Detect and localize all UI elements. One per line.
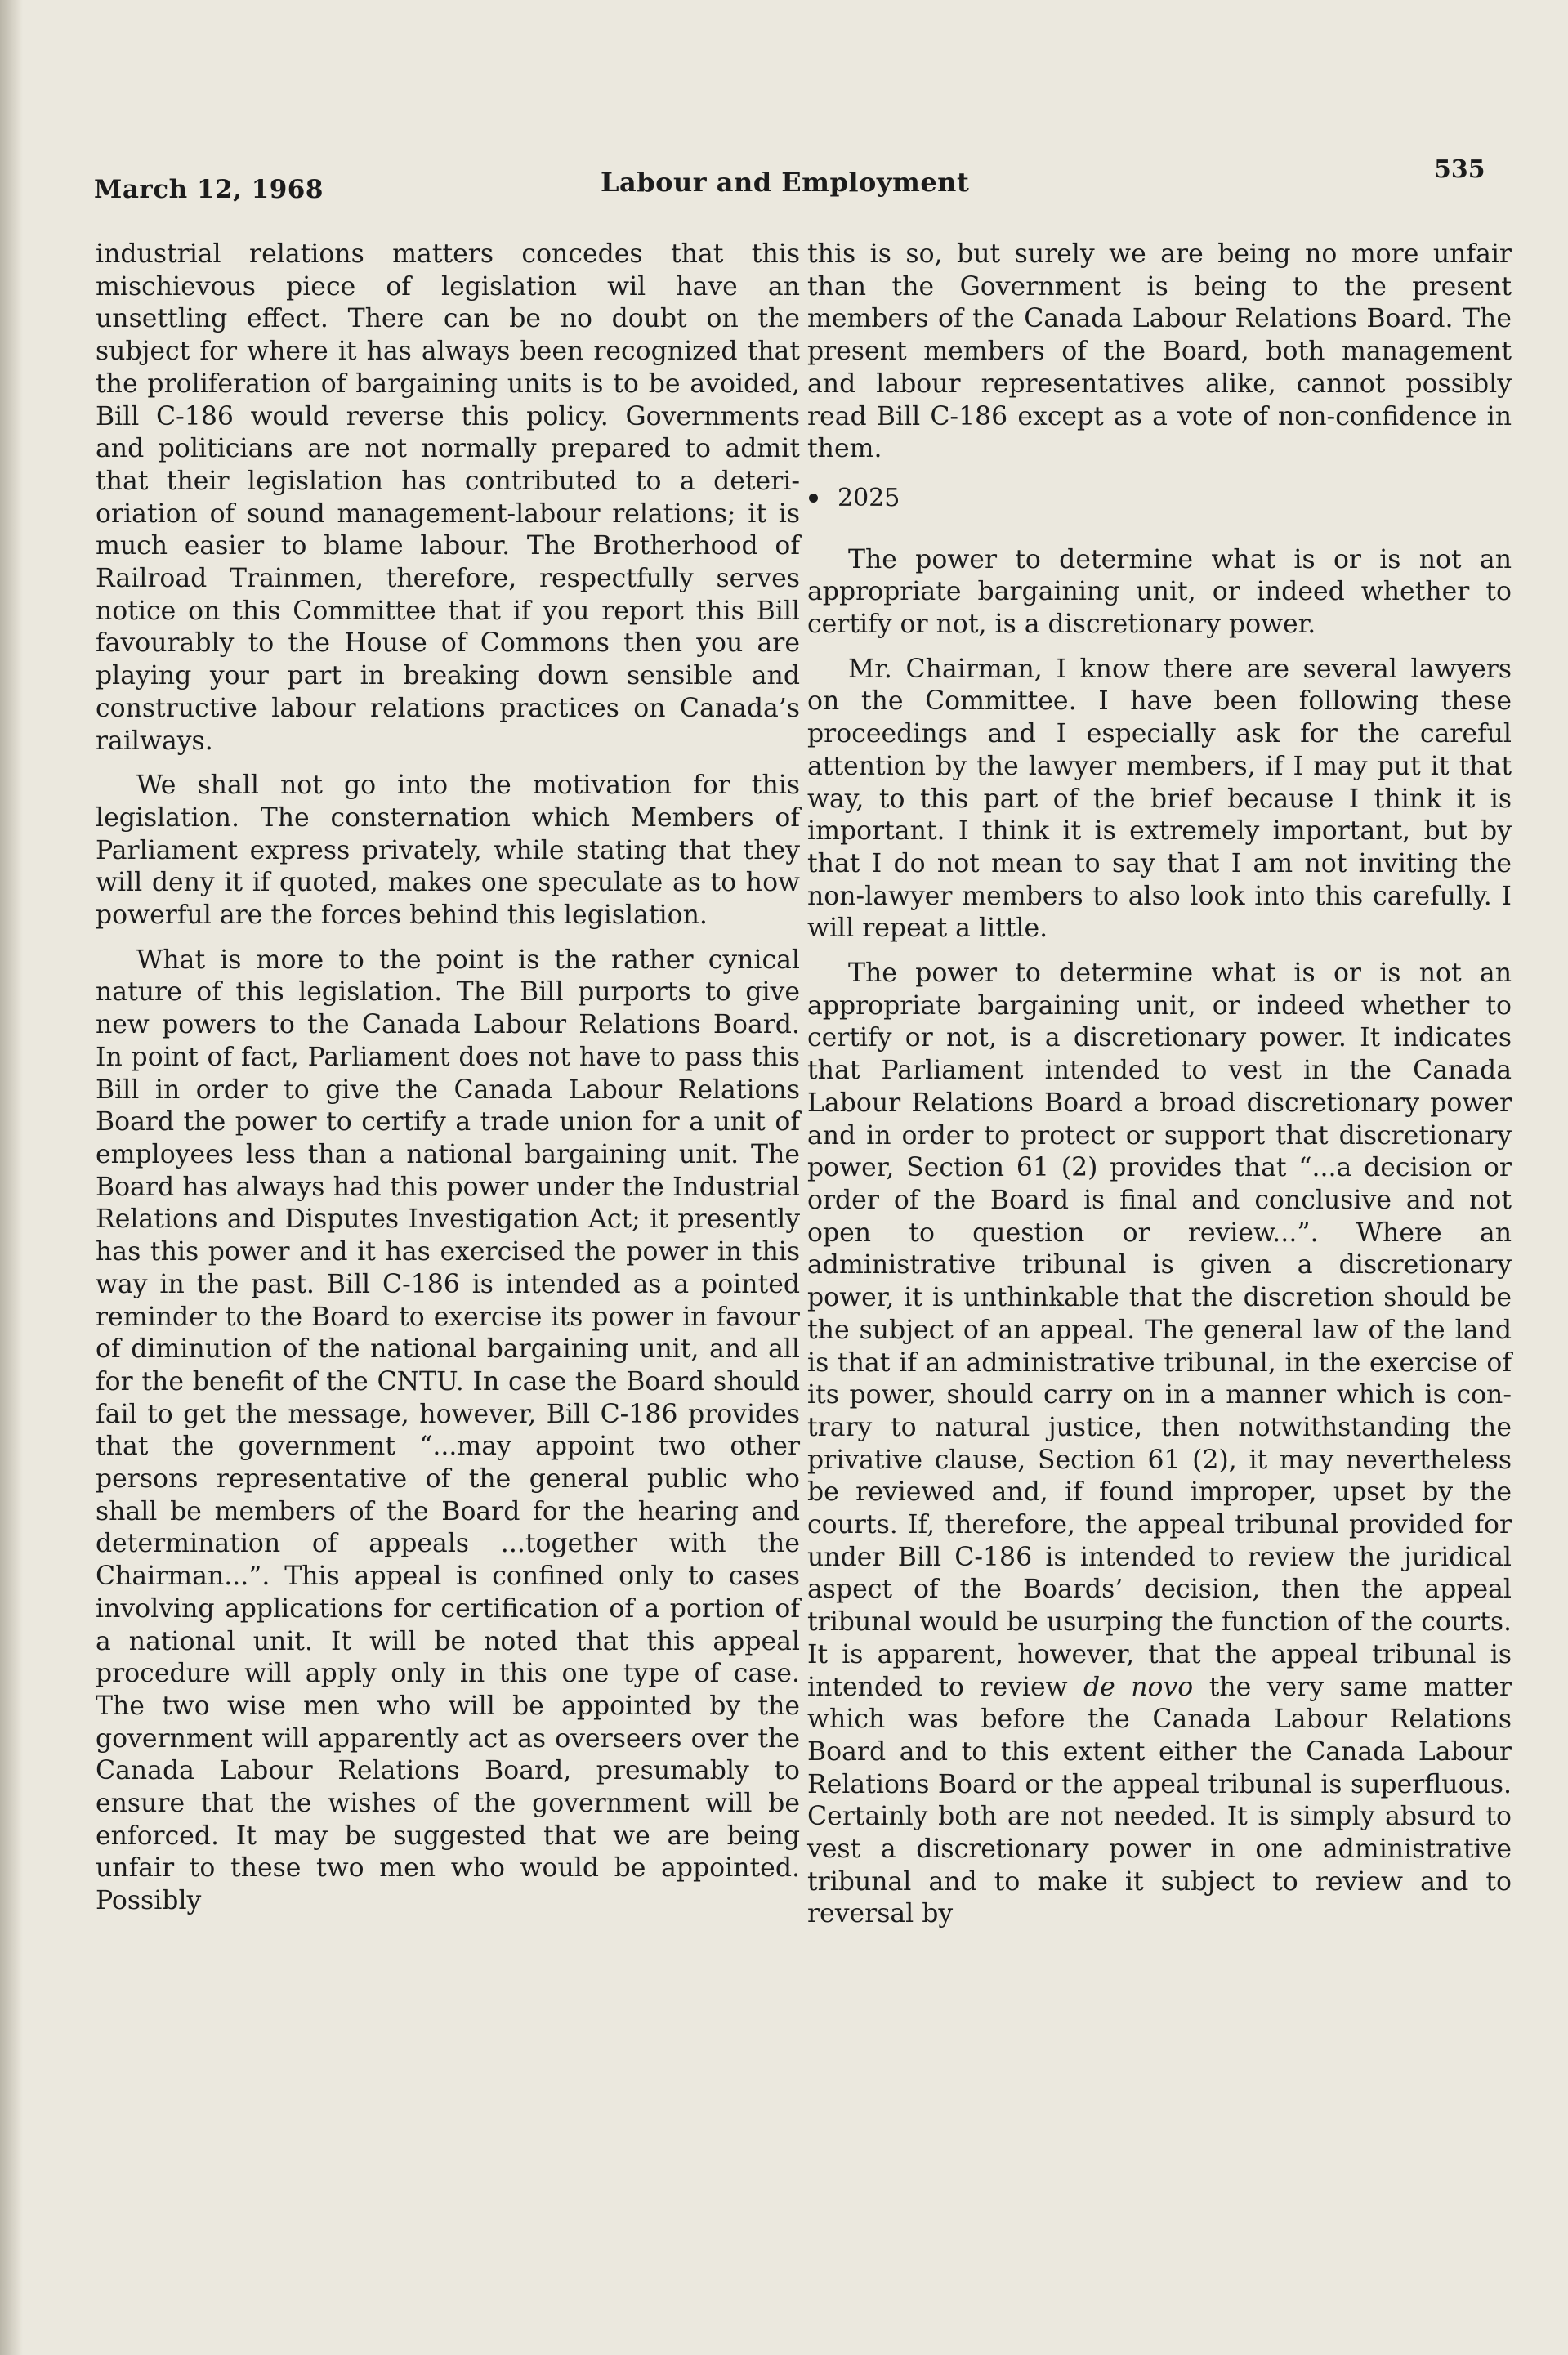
paragraph: The power to determine what is or is not an appropriate bargaining unit, or indeed whether to certify or not, is a discretionary power. [807,544,1512,640]
time-marker [807,482,1512,515]
page-number: 535 [1434,155,1485,184]
paragraph [807,958,1512,1931]
paragraph: What is more to the point is the rather cynical nature of this legislation. The Bill purports to give new powers to the Canada Labour Relations Board. In point of fact, Parliament does not have to pass this Bill in order to give the Canada Labour Relations Board the power to certify a trade union for a unit of employees less than a national bargaining unit. The Board has always had this power under the Industrial Relations and Disputes Investigation Act; it presently has this power and it has exercised the power in this way in the past. Bill C-186 is intended as a pointed reminder to the Board to exercise its power in favour of diminution of the national bargaining unit, and all for the benefit of the CNTU. In case the Board should fail to get the message, however, Bill C-186 provides that the government “...may appoint two other persons representative of the general public who shall be members of the Board for the hearing and determination of appeals ...together with the Chairman...”. This appeal is confined only to cases involving applications for certification of a portion of a national unit. It will be noted that this appeal procedure will apply only in this one type of case. The two wise men who will be appointed by the government will apparently act as overseers over the Canada Labour Relations Board, presumably to ensure that the wishes of the government will be enforced. It may be suggested that we are being unfair to these two men who would be appointed. Possibly [96,945,800,1916]
italic-phrase: de novo [1083,1672,1194,1702]
running-head [94,155,1483,204]
binding-shadow [0,0,23,2355]
header-title: Labour and Employment [601,167,970,198]
paragraph-text: the very same matter which was before the Canada Labour Relations Board and to this extent either the Canada Labour Relations Board or the appeal tribunal is superfluous. Certainly both are not needed. It is simply absurd to vest a discretionary power in one administrative tribunal and to make it subject to review and to reversal by [807,1672,1512,1929]
paragraph: this is so, but surely we are being no more unfair than the Government is being to the present members of the Canada Labour Relations Board. The present members of the Board, both management and labour representatives alike, cannot possibly read Bill C-186 except as a vote of non-confidence in them. [807,239,1512,464]
right-column [807,239,1512,1943]
header-date: March 12, 1968 [94,175,324,204]
bullet-icon [809,494,818,503]
paragraph-text: The power to determine what is or is not an appropriate bargaining unit, or indeed whether to certify or not, is a discretionary power. It indicates that Parliament intended to vest in the Canada Labour Relations Board a broad discretionary power and in order to protect or support that discretionary power, Section 61 (2) provides that “...a decision or order of the Board is final and conclusive and not open to question or review...”. Where an administrative tribunal is given a discretionary power, it is unthinkable that the discretion should be the subject of an appeal. The general law of the land is that if an administrative tribunal, in the exercise of its power, should carry on in a manner which is contrary to natural justice, then notwithstanding the privative clause, Section 61 (2), it may nevertheless be reviewed and, if found improper, upset by the courts. If, therefore, the appeal tribunal provided for under Bill C-186 is intended to review the juridical aspect of the Boards’ decision, then the appeal tribunal would be usurping the function of the courts. It is apparent, however, that the appeal tribunal is intended to review [807,959,1512,1702]
time-marker-label: 2025 [838,483,900,512]
left-column [96,239,800,1930]
paragraph: Mr. Chairman, I know there are several lawyers on the Committee. I have been following these proceedings and I especially ask for the careful attention by the lawyer members, if I may put it that way, to this part of the brief because I think it is important. I think it is extremely important, but by that I do not mean to say that I am not inviting the non-lawyer members to also look into this carefully. I will repeat a little. [807,654,1512,944]
paragraph: industrial relations matters concedes that this mischievous piece of legislation wil have an unsettling effect. There can be no doubt on the subject for where it has always been recognized that the proliferation of bargaining units is to be avoided, Bill C-186 would reverse this policy. Governments and politicians are not normally prepared to admit that their legislation has contributed to a deterioriation of sound management-labour relations; it is much easier to blame labour. The Brotherhood of Railroad Trainmen, therefore, respectfully serves notice on this Committee that if you report this Bill favourably to the House of Commons then you are playing your part in breaking down sensible and constructive labour relations practices on Canada’s railways. [96,239,800,756]
paragraph: We shall not go into the motivation for this legislation. The consternation which Members of Parliament express privately, while stating that they will deny it if quoted, makes one speculate as to how powerful are the forces behind this legislation. [96,771,800,931]
